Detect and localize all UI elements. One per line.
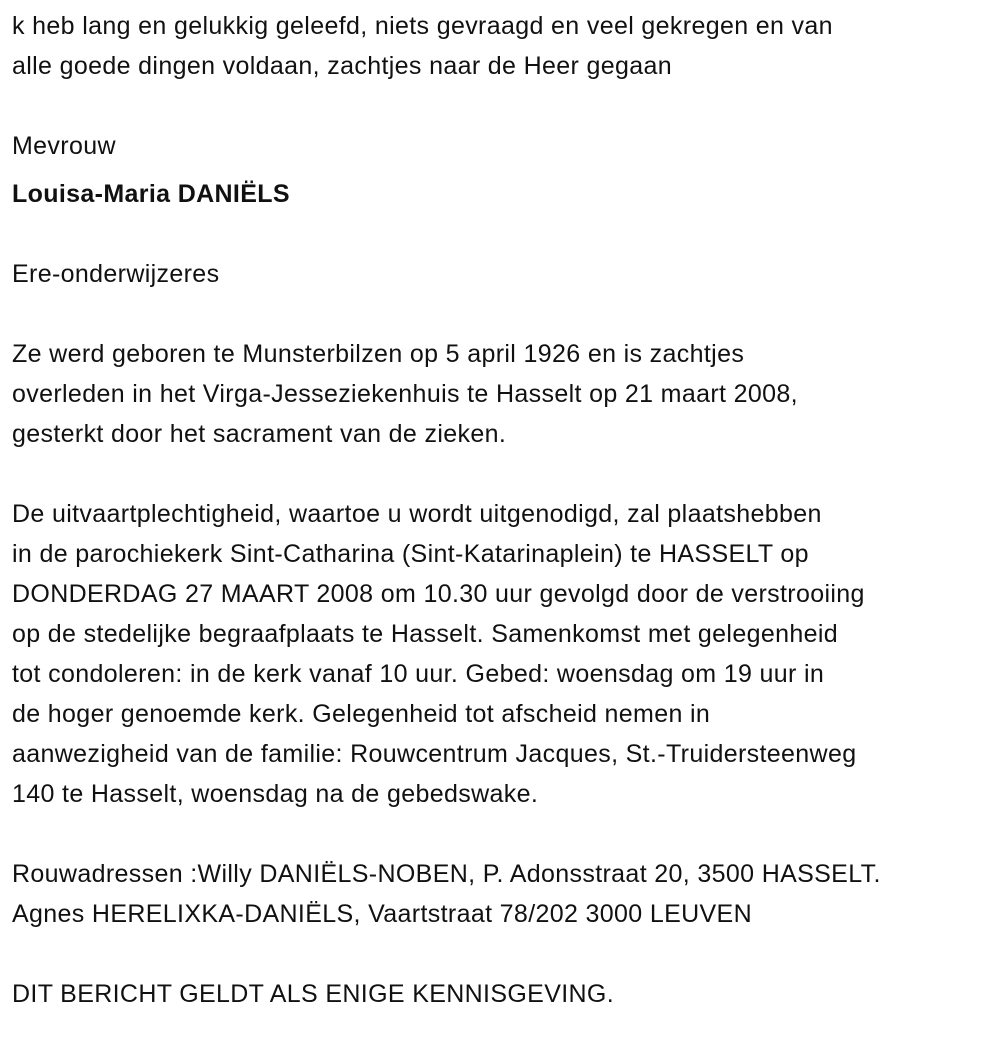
notice-text: DIT BERICHT GELDT ALS ENIGE KENNISGEVING. [12,980,615,1008]
addresses-paragraph [12,854,1000,934]
address-line: Agnes HERELIXKA-DANIËLS, Vaartstraat 78/202 3000 LEUVEN [12,900,752,928]
title-paragraph [12,254,1000,294]
text-line: tot condoleren: in de kerk vanaf 10 uur. Gebed: woensdag om 19 uur in [12,660,825,688]
text-line: Ze werd geboren te Munsterbilzen op 5 april 1926 en is zachtjes [12,340,745,368]
text-line: 140 te Hasselt, woensdag na de gebedswake. [12,780,539,808]
motto-line: k heb lang en gelukkig geleefd, niets gevraagd en veel gekregen en van [12,12,833,40]
text-line: gesterkt door het sacrament van de zieken. [12,420,507,448]
text-line: op de stedelijke begraafplaats te Hasselt. Samenkomst met gelegenheid [12,620,839,648]
notice-paragraph [12,974,1000,1014]
motto-paragraph [12,6,1000,86]
motto-line: alle goede dingen voldaan, zachtjes naar de Heer gegaan [12,52,673,80]
birth-death-paragraph [12,334,1000,454]
obituary-document [12,6,1000,1054]
text-line: aanwezigheid van de familie: Rouwcentrum Jacques, St.-Truidersteenweg [12,740,857,768]
text-line: DONDERDAG 27 MAART 2008 om 10.30 uur gevolgd door de verstrooiing [12,580,865,608]
name-block [12,126,1000,214]
text-line: de hoger genoemde kerk. Gelegenheid tot afscheid nemen in [12,700,711,728]
address-line: Rouwadressen :Willy DANIËLS-NOBEN, P. Adonsstraat 20, 3500 HASSELT. [12,860,881,888]
salutation: Mevrouw [12,132,116,160]
deceased-title: Ere-onderwijzeres [12,260,220,288]
text-line: De uitvaartplechtigheid, waartoe u wordt uitgenodigd, zal plaatshebben [12,500,822,528]
text-line: overleden in het Virga-Jesseziekenhuis te Hasselt op 21 maart 2008, [12,380,798,408]
text-line: in de parochiekerk Sint-Catharina (Sint-Katarinaplein) te HASSELT op [12,540,809,568]
deceased-name: Louisa-Maria DANIËLS [12,180,290,208]
ceremony-paragraph [12,494,1000,814]
